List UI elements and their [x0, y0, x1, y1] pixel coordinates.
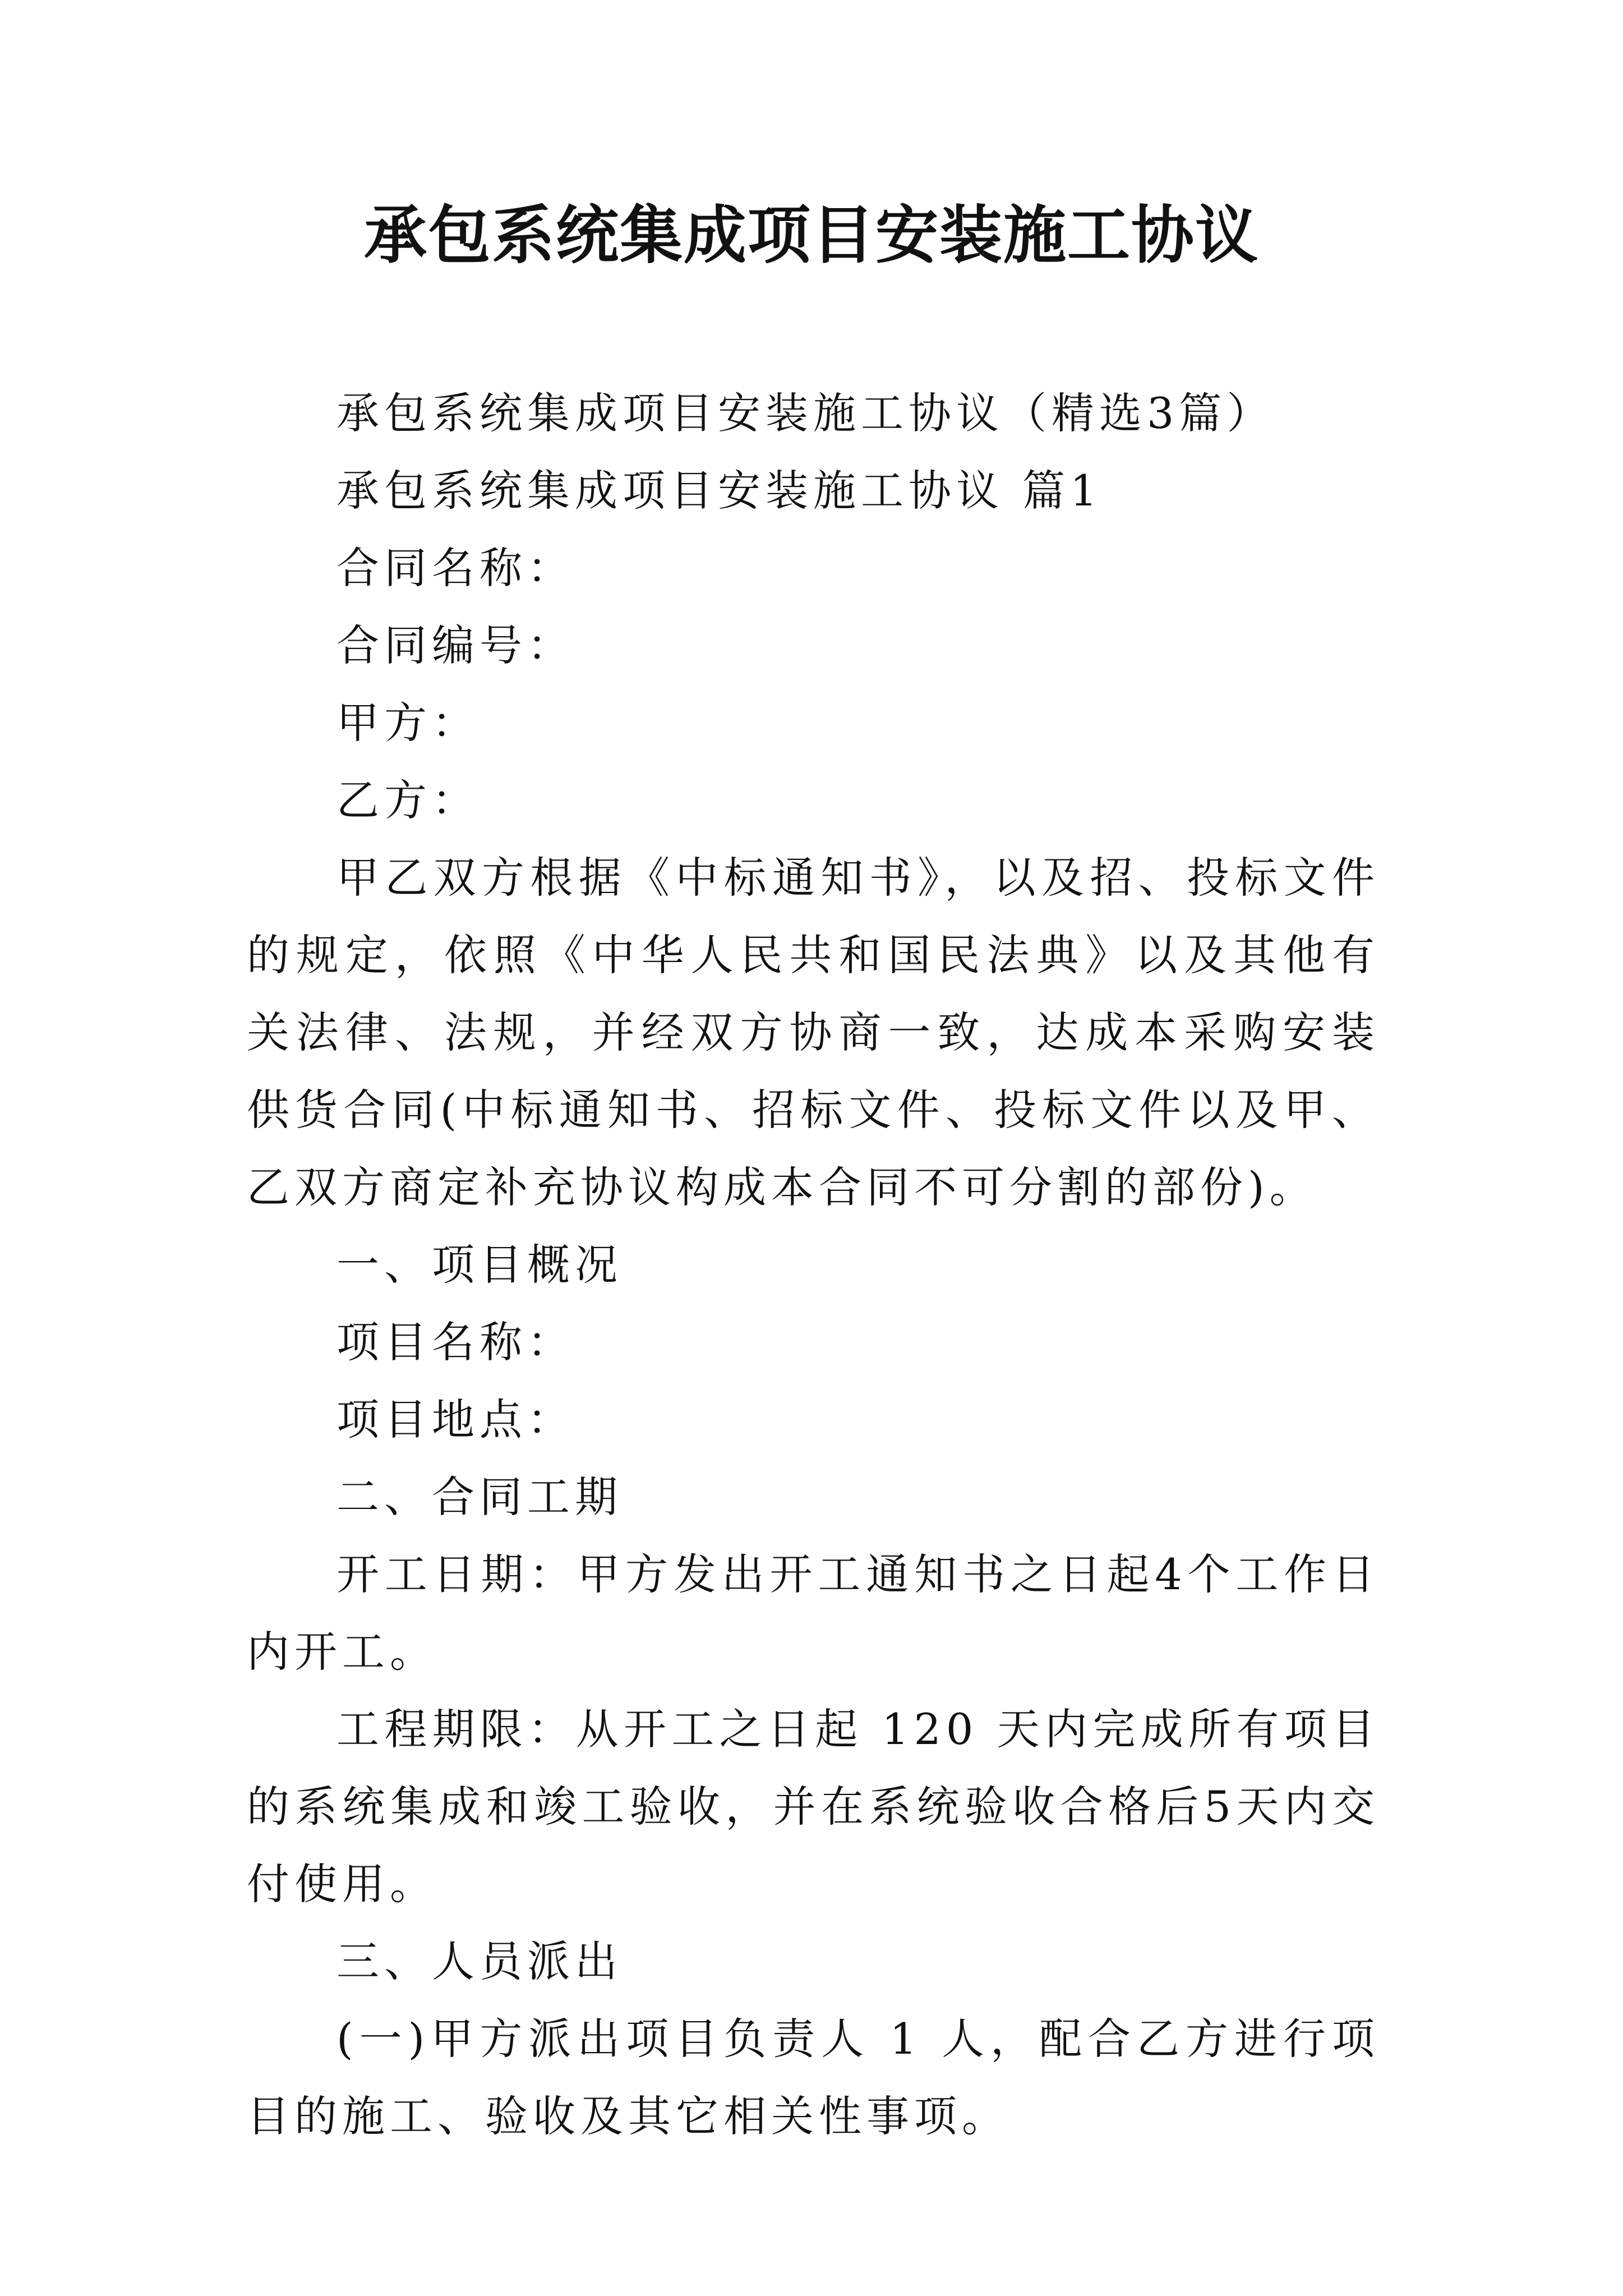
personnel-paragraph-1: (一)甲方派出项目负责人 1 人，配合乙方进行项目的施工、验收及其它相关性事项。 [247, 2014, 1380, 2141]
contract-period-heading: 二、合同工期 [336, 1472, 623, 1522]
document-title: 承包系统集成项目安装施工协议 [364, 199, 1259, 272]
party-a-line: 甲方： [336, 698, 479, 748]
project-overview-heading: 一、项目概况 [336, 1240, 623, 1290]
party-b-line: 乙方： [336, 775, 479, 825]
subtitle-paragraph: 承包系统集成项目安装施工协议（精选3篇） [336, 388, 1275, 438]
agreement-basis-paragraph: 甲乙双方根据《中标通知书》，以及招、投标文件的规定，依照《中华人民共和国民法典》以及其他有关法律、法规，并经双方协商一致，达成本采购安装供货合同(中标通知书、招标文件、投标文件以及甲、乙双方商定补充协议构成本合同不可分割的部份)。 [247, 853, 1380, 1212]
section-heading-part-1: 承包系统集成项目安装施工协议 篇1 [336, 466, 1103, 516]
project-location-line: 项目地点： [336, 1395, 575, 1444]
duration-paragraph: 工程期限：从开工之日起 120 天内完成所有项目的系统集成和竣工验收，并在系统验收合格后5天内交付使用。 [247, 1704, 1380, 1909]
personnel-heading: 三、人员派出 [336, 1936, 623, 1986]
start-date-paragraph: 开工日期：甲方发出开工通知书之日起4个工作日内开工。 [247, 1549, 1380, 1677]
project-name-line: 项目名称： [336, 1317, 575, 1367]
contract-number-line: 合同编号： [336, 620, 575, 670]
contract-name-line: 合同名称： [336, 543, 575, 593]
document-body [247, 375, 1380, 2155]
